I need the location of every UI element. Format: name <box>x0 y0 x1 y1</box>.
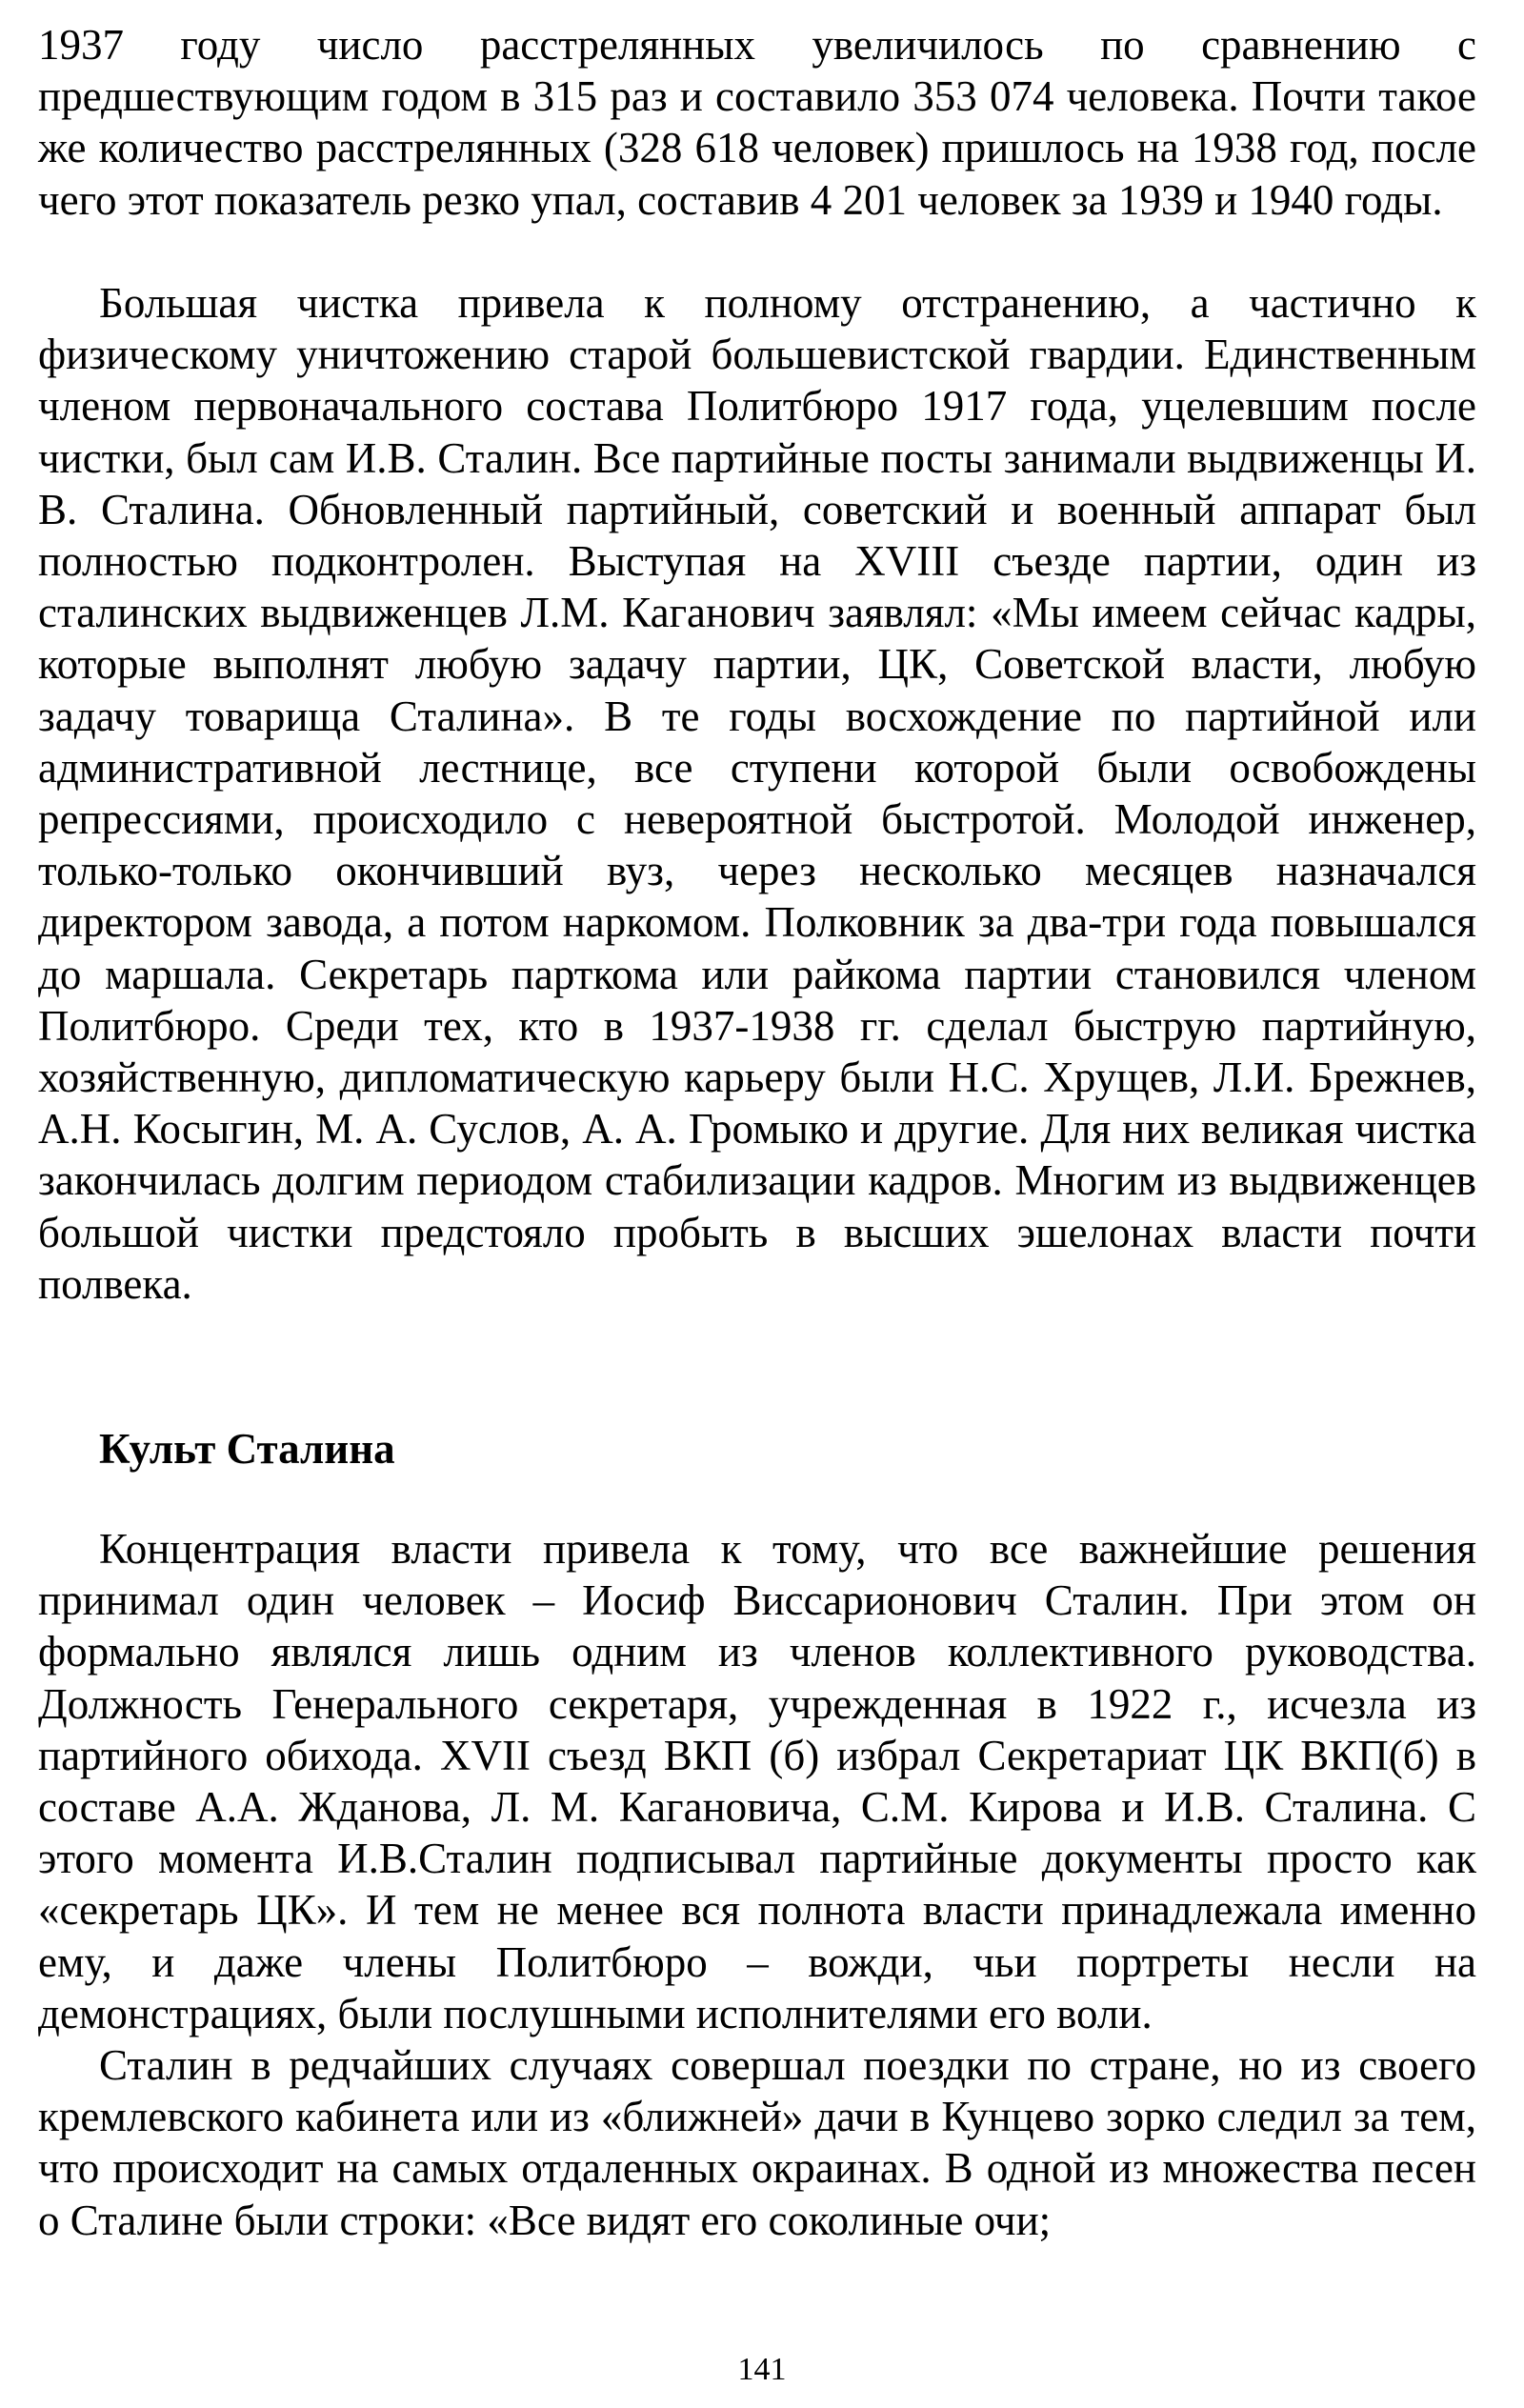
paragraph-stalin-travels: Сталин в редчайших случаях совершал поездки по стране, но из своего кремлевского кабинета или из «ближней» дачи в Кунцево зорко следил за тем, что происходит на самых отдаленных окраинах. В одной из множества песен о Сталине были строки: «Все видят его соколиные очи; <box>38 2041 1476 2244</box>
paragraph-great-purge: Большая чистка привела к полному отстранению, а частично к физическому уничтожению старой большевистской гвардии. Единственным членом первоначального состава Политбюро 1917 года, уцелевшим после чистки, был сам И.В. Сталин. Все партийные посты занимали выдвиженцы И. В. Сталина. Обновленный партийный, советский и военный аппарат был полностью подконтролен. Выступая на XVIII съезде партии, один из сталинских выдвиженцев Л.М. Каганович заявлял: «Мы имеем сейчас кадры, которые выполнят любую задачу партии, ЦК, Советской власти, любую задачу товарища Сталина». В те годы восхождение по партийной или административной лестнице, все ступени которой были освобождены репрессиями, происходило с невероятной быстротой. Молодой инженер, только-только окончивший вуз, через несколько месяцев назначался директором завода, а потом наркомом. Полковник за два-три года повышался до маршала. Секретарь парткома или райкома партии становился членом Политбюро. Среди тех, кто в 1937-1938 гг. сделал быструю партийную, хозяйственную, дипломатическую карьеру были Н.С. Хрущев, Л.И. Брежнев, А.Н. Косыгин, М. А. Суслов, А. А. Громыко и другие. Для них великая чистка закончилась долгим периодом стабилизации кадров. Многим из выдвиженцев большой чистки предстояло пробыть в высших эшелонах власти почти полвека. <box>38 279 1476 1308</box>
page-number: 141 <box>737 2352 787 2387</box>
section-heading: Культ Сталина <box>99 1425 395 1473</box>
paragraph-repression-statistics: 1937 году число расстрелянных увеличилось по сравнению с предшествующим годом в 315 раз и составило 353 074 человека. Почти такое же количество расстрелянных (328 618 человек) пришлось на 1938 год, после чего этот показатель резко упал, составив 4 201 человек за 1939 и 1940 годы. <box>38 21 1476 224</box>
paragraph-power-concentration: Концентрация власти привела к тому, что все важнейшие решения принимал один человек – Иосиф Виссарионович Сталин. При этом он формально являлся лишь одним из членов коллективного руководства. Должность Генерального секретаря, учрежденная в 1922 г., исчезла из партийного обихода. XVII съезд ВКП (б) избрал Секретариат ЦК ВКП(б) в составе А.А. Жданова, Л. М. Кагановича, С.М. Кирова и И.В. Сталина. С этого момента И.В.Сталин подписывал партийные документы просто как «секретарь ЦК». И тем не менее вся полнота власти принадлежала именно ему, и даже члены Политбюро – вожди, чьи портреты несли на демонстрациях, были послушными исполнителями его воли. <box>38 1525 1476 2037</box>
